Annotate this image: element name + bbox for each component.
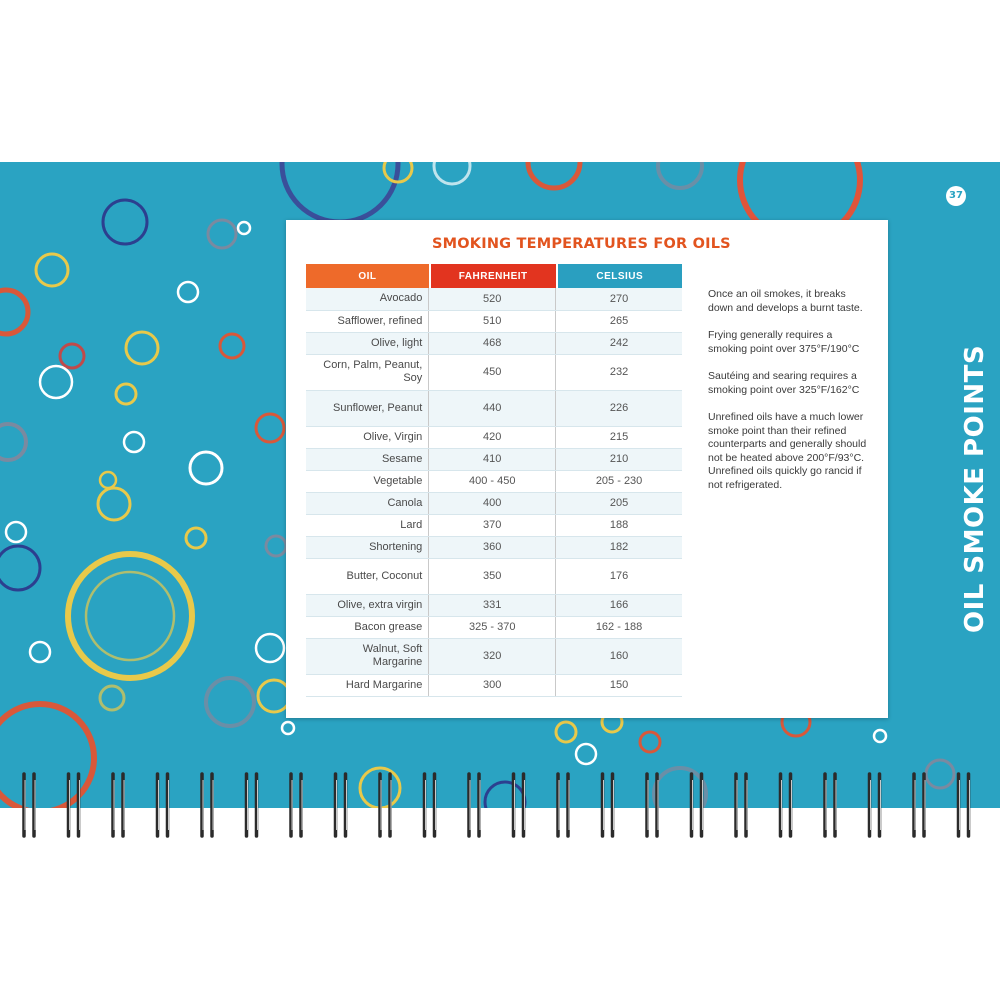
table-row	[306, 558, 682, 594]
oil-name-cell: Canola	[306, 492, 429, 514]
celsius-cell: 205 - 230	[556, 470, 682, 492]
fahrenheit-cell: 510	[429, 310, 556, 332]
oil-name-cell: Avocado	[306, 288, 429, 310]
fahrenheit-cell: 300	[429, 674, 556, 696]
fahrenheit-cell: 331	[429, 594, 556, 616]
table-row	[306, 288, 682, 310]
celsius-cell: 162 - 188	[556, 616, 682, 638]
oil-name-cell: Butter, Coconut	[306, 558, 429, 594]
oil-name-cell: Hard Margarine	[306, 674, 429, 696]
note-paragraph: Unrefined oils have a much lower smoke point than their refined counterparts and generally should not be heated above 200°F/93°C. Unrefined oils quickly go rancid if not refrigerated.	[708, 411, 867, 491]
column-header-celsius: CELSIUS	[558, 264, 682, 288]
table-header-row	[306, 264, 682, 288]
table-row	[306, 594, 682, 616]
note-paragraph: Sautéing and searing requires a smoking point over 325°F/162°C	[708, 370, 860, 396]
table-row	[306, 638, 682, 674]
fahrenheit-cell: 440	[429, 390, 556, 426]
fahrenheit-cell: 360	[429, 536, 556, 558]
notes	[708, 288, 868, 506]
celsius-cell: 232	[556, 354, 682, 390]
celsius-cell: 270	[556, 288, 682, 310]
fahrenheit-cell: 370	[429, 514, 556, 536]
fahrenheit-cell: 400	[429, 492, 556, 514]
panel-title: SMOKING TEMPERATURES FOR OILS	[432, 236, 731, 252]
celsius-cell: 205	[556, 492, 682, 514]
celsius-cell: 226	[556, 390, 682, 426]
table-row	[306, 390, 682, 426]
fahrenheit-cell: 410	[429, 448, 556, 470]
table-row	[306, 332, 682, 354]
note-paragraph: Once an oil smokes, it breaks down and develops a burnt taste.	[708, 288, 863, 314]
column-header-oil: OIL	[306, 264, 429, 288]
celsius-cell: 265	[556, 310, 682, 332]
smoke-point-panel	[286, 220, 888, 718]
oil-name-cell: Olive, Virgin	[306, 426, 429, 448]
fahrenheit-cell: 520	[429, 288, 556, 310]
table-row	[306, 470, 682, 492]
fahrenheit-cell: 325 - 370	[429, 616, 556, 638]
celsius-cell: 176	[556, 558, 682, 594]
oil-name-cell: Safflower, refined	[306, 310, 429, 332]
table-row	[306, 514, 682, 536]
side-title-text: OIL SMOKE POINTS	[960, 344, 990, 633]
oil-name-cell: Lard	[306, 514, 429, 536]
smoke-point-table	[306, 264, 682, 697]
table-row	[306, 448, 682, 470]
celsius-cell: 188	[556, 514, 682, 536]
oil-name-cell: Shortening	[306, 536, 429, 558]
fahrenheit-cell: 400 - 450	[429, 470, 556, 492]
page-number-badge: 37	[946, 186, 966, 206]
spiral-binding	[0, 770, 1000, 840]
table-row	[306, 310, 682, 332]
celsius-cell: 242	[556, 332, 682, 354]
celsius-cell: 150	[556, 674, 682, 696]
table-body	[306, 288, 682, 696]
oil-name-cell: Vegetable	[306, 470, 429, 492]
oil-name-cell: Bacon grease	[306, 616, 429, 638]
oil-name-cell: Corn, Palm, Peanut, Soy	[306, 354, 429, 390]
celsius-cell: 166	[556, 594, 682, 616]
celsius-cell: 210	[556, 448, 682, 470]
teal-card	[0, 162, 1000, 808]
celsius-cell: 160	[556, 638, 682, 674]
celsius-cell: 182	[556, 536, 682, 558]
fahrenheit-cell: 420	[429, 426, 556, 448]
table-row	[306, 536, 682, 558]
oil-name-cell: Olive, light	[306, 332, 429, 354]
table-row	[306, 674, 682, 696]
note-paragraph: Frying generally requires a smoking point over 375°F/190°C	[708, 329, 860, 355]
celsius-cell: 215	[556, 426, 682, 448]
column-header-fahrenheit: FAHRENHEIT	[431, 264, 556, 288]
fahrenheit-cell: 320	[429, 638, 556, 674]
oil-name-cell: Sesame	[306, 448, 429, 470]
table-row	[306, 354, 682, 390]
oil-name-cell: Olive, extra virgin	[306, 594, 429, 616]
oil-name-cell: Sunflower, Peanut	[306, 390, 429, 426]
table-row	[306, 616, 682, 638]
oil-name-cell: Walnut, Soft Margarine	[306, 638, 429, 674]
fahrenheit-cell: 450	[429, 354, 556, 390]
fahrenheit-cell: 468	[429, 332, 556, 354]
fahrenheit-cell: 350	[429, 558, 556, 594]
table-row	[306, 492, 682, 514]
table-row	[306, 426, 682, 448]
